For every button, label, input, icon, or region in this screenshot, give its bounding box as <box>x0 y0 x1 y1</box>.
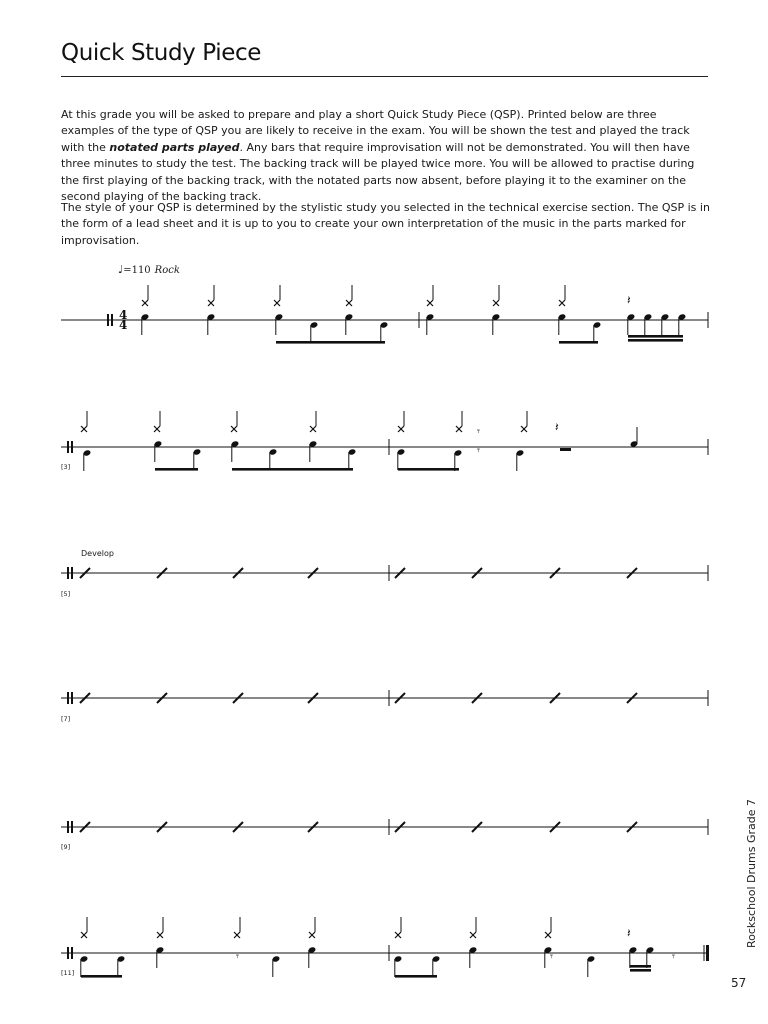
final-barline-thick <box>706 945 709 961</box>
note-beam <box>232 468 353 471</box>
note-beam <box>630 969 651 972</box>
eighth-rest: 𝄾 <box>550 950 553 963</box>
percussion-clef-bar <box>71 441 73 453</box>
note-beam <box>398 468 459 471</box>
time-signature-bottom: 4 <box>119 318 128 332</box>
eighth-rest: 𝄾 <box>477 444 480 457</box>
intro-text-1: At this grade you will be asked to prepare and play a short Quick Study Piece (QSP). Printed below are three examples of the type of QSP you are likely to receive in the exam. You will be shown the test and played the track with the <box>61 108 690 154</box>
quarter-rest: 𝄽 <box>627 293 631 307</box>
tempo-value: =110 <box>123 265 151 276</box>
percussion-clef-bar <box>71 692 73 704</box>
note-beam <box>559 341 598 344</box>
note-beam <box>276 341 385 344</box>
intro-bold-text: notated parts played <box>109 140 240 154</box>
page-title: Quick Study Piece <box>61 40 261 66</box>
percussion-clef-bar <box>67 441 69 453</box>
eighth-rest: 𝄾 <box>477 425 480 438</box>
percussion-clef-bar <box>67 947 69 959</box>
note-beam <box>81 975 122 978</box>
percussion-clef-bar <box>71 947 73 959</box>
time-signature-top: 4 <box>119 308 128 322</box>
staff-lines <box>61 312 709 961</box>
tempo-style: Rock <box>154 265 180 276</box>
quarter-note-icon: ♩ <box>118 263 124 276</box>
note-beam <box>630 965 651 968</box>
eighth-rest: 𝄾 <box>236 950 239 963</box>
half-rest <box>560 448 571 451</box>
note-beam <box>155 468 198 471</box>
note-beam <box>395 975 437 978</box>
bar-number-7: [7] <box>61 715 71 723</box>
percussion-clef-bar <box>107 314 109 326</box>
bar-number-3: [3] <box>61 463 71 471</box>
style-paragraph: The style of your QSP is determined by the stylistic study you selected in the technical exercise section. The QSP is in the form of a lead sheet and it is up to you to create your own interpretation of the music in the parts marked for improvisation. <box>61 201 710 247</box>
percussion-clef-bar <box>67 821 69 833</box>
percussion-clef-bar <box>71 567 73 579</box>
eighth-rest: 𝄾 <box>672 950 675 963</box>
percussion-clef-bar <box>71 821 73 833</box>
note-beam <box>628 335 683 338</box>
bar-number-5: [5] <box>61 590 71 598</box>
percussion-clef-bar <box>111 314 113 326</box>
bar-number-11: [11] <box>61 969 75 977</box>
book-side-label: Rockschool Drums Grade 7 <box>745 799 758 948</box>
quarter-rest: 𝄽 <box>555 420 559 434</box>
notation-marks <box>80 285 687 978</box>
percussion-clef-bar <box>67 692 69 704</box>
note-beam <box>628 339 683 342</box>
develop-label: Develop <box>81 549 114 558</box>
intro-text-2: . Any bars that require improvisation will not be demonstrated. You will then have three minutes to study the test. The backing track will be played twice more. You will be allowed to practise during the first playing of the backing track, with the notated parts now absent, before playing it to the examiner on the second playing of the backing track. <box>61 140 695 204</box>
percussion-clef-bar <box>67 567 69 579</box>
bar-number-9: [9] <box>61 843 71 851</box>
quarter-rest: 𝄽 <box>627 926 631 940</box>
page-number: 57 <box>731 976 747 990</box>
